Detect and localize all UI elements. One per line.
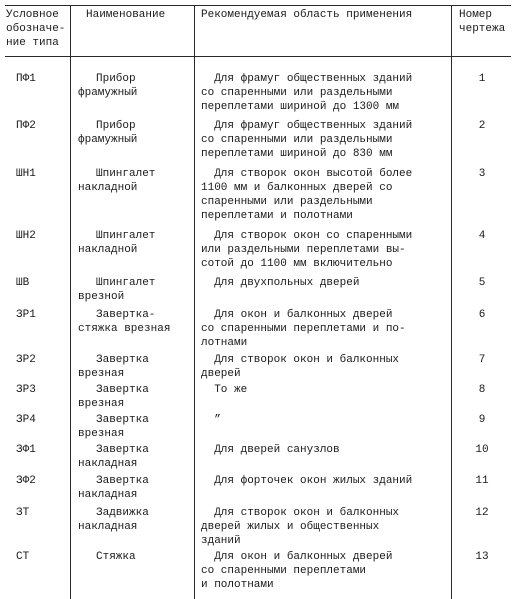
item-name: [78, 276, 188, 304]
item-name-line: накладная: [78, 521, 138, 533]
application-area-line: ”: [201, 414, 221, 426]
item-name-line: Стяжка: [96, 551, 136, 563]
application-area-line: переплетами и полотнами: [201, 210, 353, 222]
application-area: [201, 229, 451, 271]
type-code: ПФ2: [16, 120, 36, 132]
application-area: [201, 276, 451, 290]
type-code: ЗФ1: [16, 444, 36, 456]
item-name-line: Прибор: [96, 120, 136, 132]
application-area-line: 1100 мм и балконных дверей со: [201, 182, 393, 194]
header-bottom-border: [5, 56, 511, 57]
drawing-number: 2: [478, 120, 486, 132]
application-area: [201, 443, 451, 457]
item-name-line: накладная: [78, 458, 138, 470]
application-area-line: Для створок окон со спаренными: [201, 230, 413, 242]
item-name-line: Шпингалет: [96, 277, 156, 289]
application-area: [201, 413, 451, 427]
application-area-line: Для створок окон высотой более: [201, 168, 413, 180]
drawing-number: 8: [478, 384, 486, 396]
type-code: ШВ: [16, 277, 30, 289]
item-name-line: врезной: [78, 291, 125, 303]
column-divider: [70, 5, 71, 599]
item-name-line: врезная: [78, 398, 125, 410]
type-code: ЗТ: [16, 507, 30, 519]
type-code: ШН1: [16, 168, 36, 180]
application-area-line: Для фрамуг общественных зданий: [201, 73, 413, 85]
application-area-line: Для форточек окон жилых зданий: [201, 475, 413, 487]
item-name: [78, 119, 188, 147]
type-code: СТ: [16, 551, 30, 563]
type-code: ЗР3: [16, 384, 36, 396]
item-name: [78, 474, 188, 502]
item-name-line: Шпингалет: [96, 230, 156, 242]
application-area-line: Для окон и балконных дверей: [201, 309, 393, 321]
item-name: [78, 413, 188, 441]
application-area-line: переплетами шириной до 1300 мм: [201, 101, 400, 113]
item-name-line: Завертка-: [96, 309, 156, 321]
item-name: [78, 308, 188, 336]
item-name: [78, 167, 188, 195]
drawing-number: 7: [478, 354, 486, 366]
drawing-number: 3: [478, 168, 486, 180]
item-name: [78, 383, 188, 411]
application-area-line: спаренными или раздельными: [201, 196, 373, 208]
item-name-line: фрамужный: [78, 134, 138, 146]
application-area-line: со спаренными или раздельными: [201, 87, 393, 99]
application-area: [201, 506, 451, 548]
drawing-number: 12: [475, 507, 489, 519]
application-area-line: переплетами шириной до 830 мм: [201, 148, 393, 160]
item-name-line: Завертка: [96, 414, 149, 426]
application-area: [201, 119, 451, 161]
item-name: [78, 229, 188, 257]
item-name: [78, 443, 188, 471]
item-name-line: накладная: [78, 489, 138, 501]
type-code: ЗР2: [16, 354, 36, 366]
item-name-line: Завертка: [96, 384, 149, 396]
item-name-line: врезная: [78, 368, 125, 380]
item-name-line: фрамужный: [78, 87, 138, 99]
drawing-number: 9: [478, 414, 486, 426]
type-code: ПФ1: [16, 73, 36, 85]
application-area-line: и полотнами: [201, 579, 274, 591]
type-code: ШН2: [16, 230, 36, 242]
application-area: [201, 72, 451, 114]
drawing-number: 10: [475, 444, 489, 456]
item-name-line: Прибор: [96, 73, 136, 85]
drawing-number: 4: [478, 230, 486, 242]
application-area-line: зданий: [201, 535, 241, 547]
application-area-line: Для створок окон и балконных: [201, 507, 400, 519]
application-area-line: дверей: [201, 368, 241, 380]
item-name-line: накладной: [78, 182, 138, 194]
application-area-line: То же: [201, 384, 248, 396]
application-area-line: со спаренными переплетами: [201, 565, 367, 577]
column-divider: [194, 5, 195, 599]
application-area-line: Для фрамуг общественных зданий: [201, 120, 413, 132]
application-area: [201, 308, 451, 350]
drawing-number: 13: [475, 551, 489, 563]
item-name-line: стяжка врезная: [78, 323, 171, 335]
application-area-line: лотнами: [201, 337, 248, 349]
table-top-border: [5, 5, 511, 6]
item-name: [78, 72, 188, 100]
header-name: Наименование: [86, 9, 166, 21]
drawing-number: 5: [478, 277, 486, 289]
application-area-line: Для дверей санузлов: [201, 444, 340, 456]
item-name: [78, 550, 188, 564]
drawing-number: 1: [478, 73, 486, 85]
application-area: [201, 550, 451, 592]
item-name: [78, 506, 188, 534]
application-area-line: сотой до 1100 мм включительно: [201, 258, 393, 270]
item-name-line: Шпингалет: [96, 168, 156, 180]
header-code: Условное обозначе- ние типа: [6, 9, 66, 49]
header-number: Номер чертежа: [459, 9, 506, 35]
application-area: [201, 167, 451, 223]
type-code: ЗР1: [16, 309, 36, 321]
application-area-line: или раздельными переплетами вы-: [201, 244, 406, 256]
type-code: ЗР4: [16, 414, 36, 426]
application-area: [201, 474, 451, 488]
drawing-number: 6: [478, 309, 486, 321]
drawing-number: 11: [475, 475, 489, 487]
application-area-line: дверей жилых и общественных: [201, 521, 380, 533]
application-area: [201, 353, 451, 381]
item-name-line: накладной: [78, 244, 138, 256]
item-name-line: Завертка: [96, 444, 149, 456]
item-name-line: Завертка: [96, 475, 149, 487]
item-name: [78, 353, 188, 381]
item-name-line: Задвижка: [96, 507, 149, 519]
item-name-line: Завертка: [96, 354, 149, 366]
type-code: ЗФ2: [16, 475, 36, 487]
application-area: [201, 383, 451, 397]
application-area-line: Для окон и балконных дверей: [201, 551, 393, 563]
header-area: Рекомендуемая область применения: [201, 9, 413, 21]
application-area-line: Для двухпольных дверей: [201, 277, 360, 289]
application-area-line: со спаренными или раздельными: [201, 134, 393, 146]
item-name-line: врезная: [78, 428, 125, 440]
column-divider: [451, 5, 452, 599]
application-area-line: со спаренными переплетами и по-: [201, 323, 406, 335]
application-area-line: Для створок окон и балконных: [201, 354, 400, 366]
